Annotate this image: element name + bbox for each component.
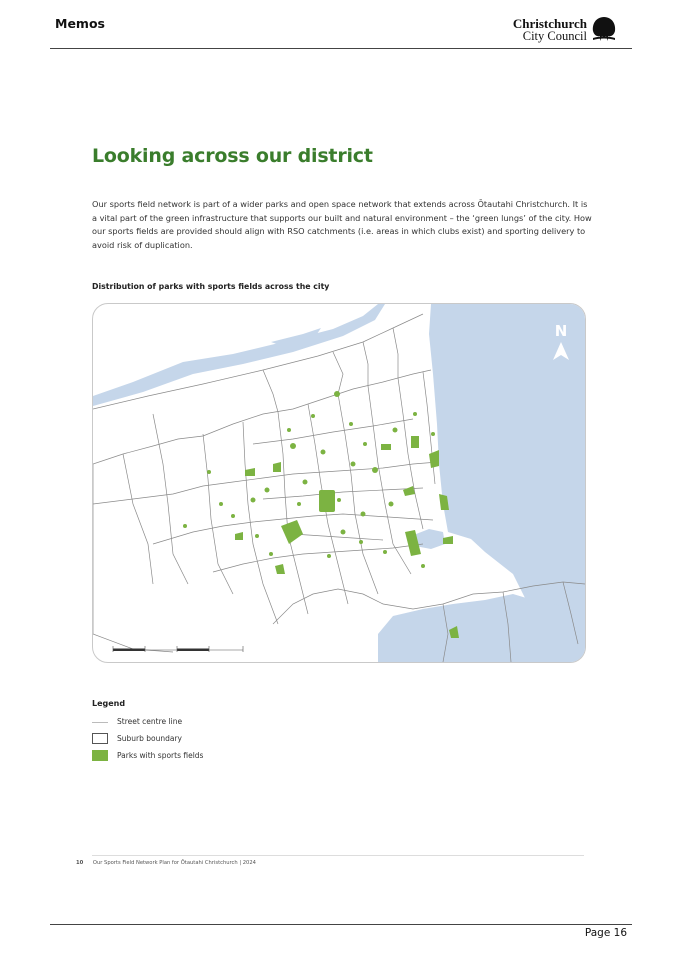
map-heading: Distribution of parks with sports fields across the city	[92, 282, 330, 291]
legend-label: Parks with sports fields	[117, 751, 204, 760]
north-label: N	[554, 322, 568, 340]
waimakariri-river	[93, 304, 385, 406]
document-footer	[76, 860, 256, 866]
council-logo	[513, 14, 617, 46]
intro-paragraph: Our sports field network is part of a wider parks and open space network that extends across Ōtautahi Christchurch. It is a vital part of the green infrastructure that supports our built and natural environment – the ‘green lungs’ of the city. How our sports fields are provided should align with RSO catchments (i.e. areas in which clubs exist) and sporting delivery to avoid risk of duplication.	[92, 199, 592, 250]
map-legend	[92, 699, 203, 764]
document-footer-text: Our Sports Field Network Plan for Ōtautahi Christchurch | 2024	[92, 860, 256, 866]
suburb-boundary-swatch	[92, 733, 108, 744]
legend-item-parks	[92, 747, 203, 764]
council-emblem-icon	[591, 16, 617, 44]
legend-label: Suburb boundary	[117, 734, 182, 743]
logo-line-2: City Council	[522, 29, 587, 43]
legend-item-suburb	[92, 730, 203, 747]
document-page-number: 10	[76, 860, 84, 866]
page-number: Page 16	[584, 927, 627, 939]
sports-parks	[183, 391, 459, 638]
page-title: Looking across our district	[92, 145, 373, 167]
document-footer-divider	[92, 855, 584, 856]
header-divider	[50, 48, 632, 49]
logo-line-1: Christchurch	[512, 16, 587, 31]
street-line-swatch	[92, 722, 108, 723]
legend-title: Legend	[92, 699, 126, 708]
legend-item-street	[92, 713, 203, 730]
park-swatch	[92, 750, 108, 761]
memo-label: Memos	[55, 16, 105, 31]
footer-divider	[50, 924, 632, 925]
scale-bar	[113, 646, 243, 652]
water-areas	[93, 304, 585, 662]
legend-label: Street centre line	[117, 717, 183, 726]
district-map	[92, 303, 586, 663]
